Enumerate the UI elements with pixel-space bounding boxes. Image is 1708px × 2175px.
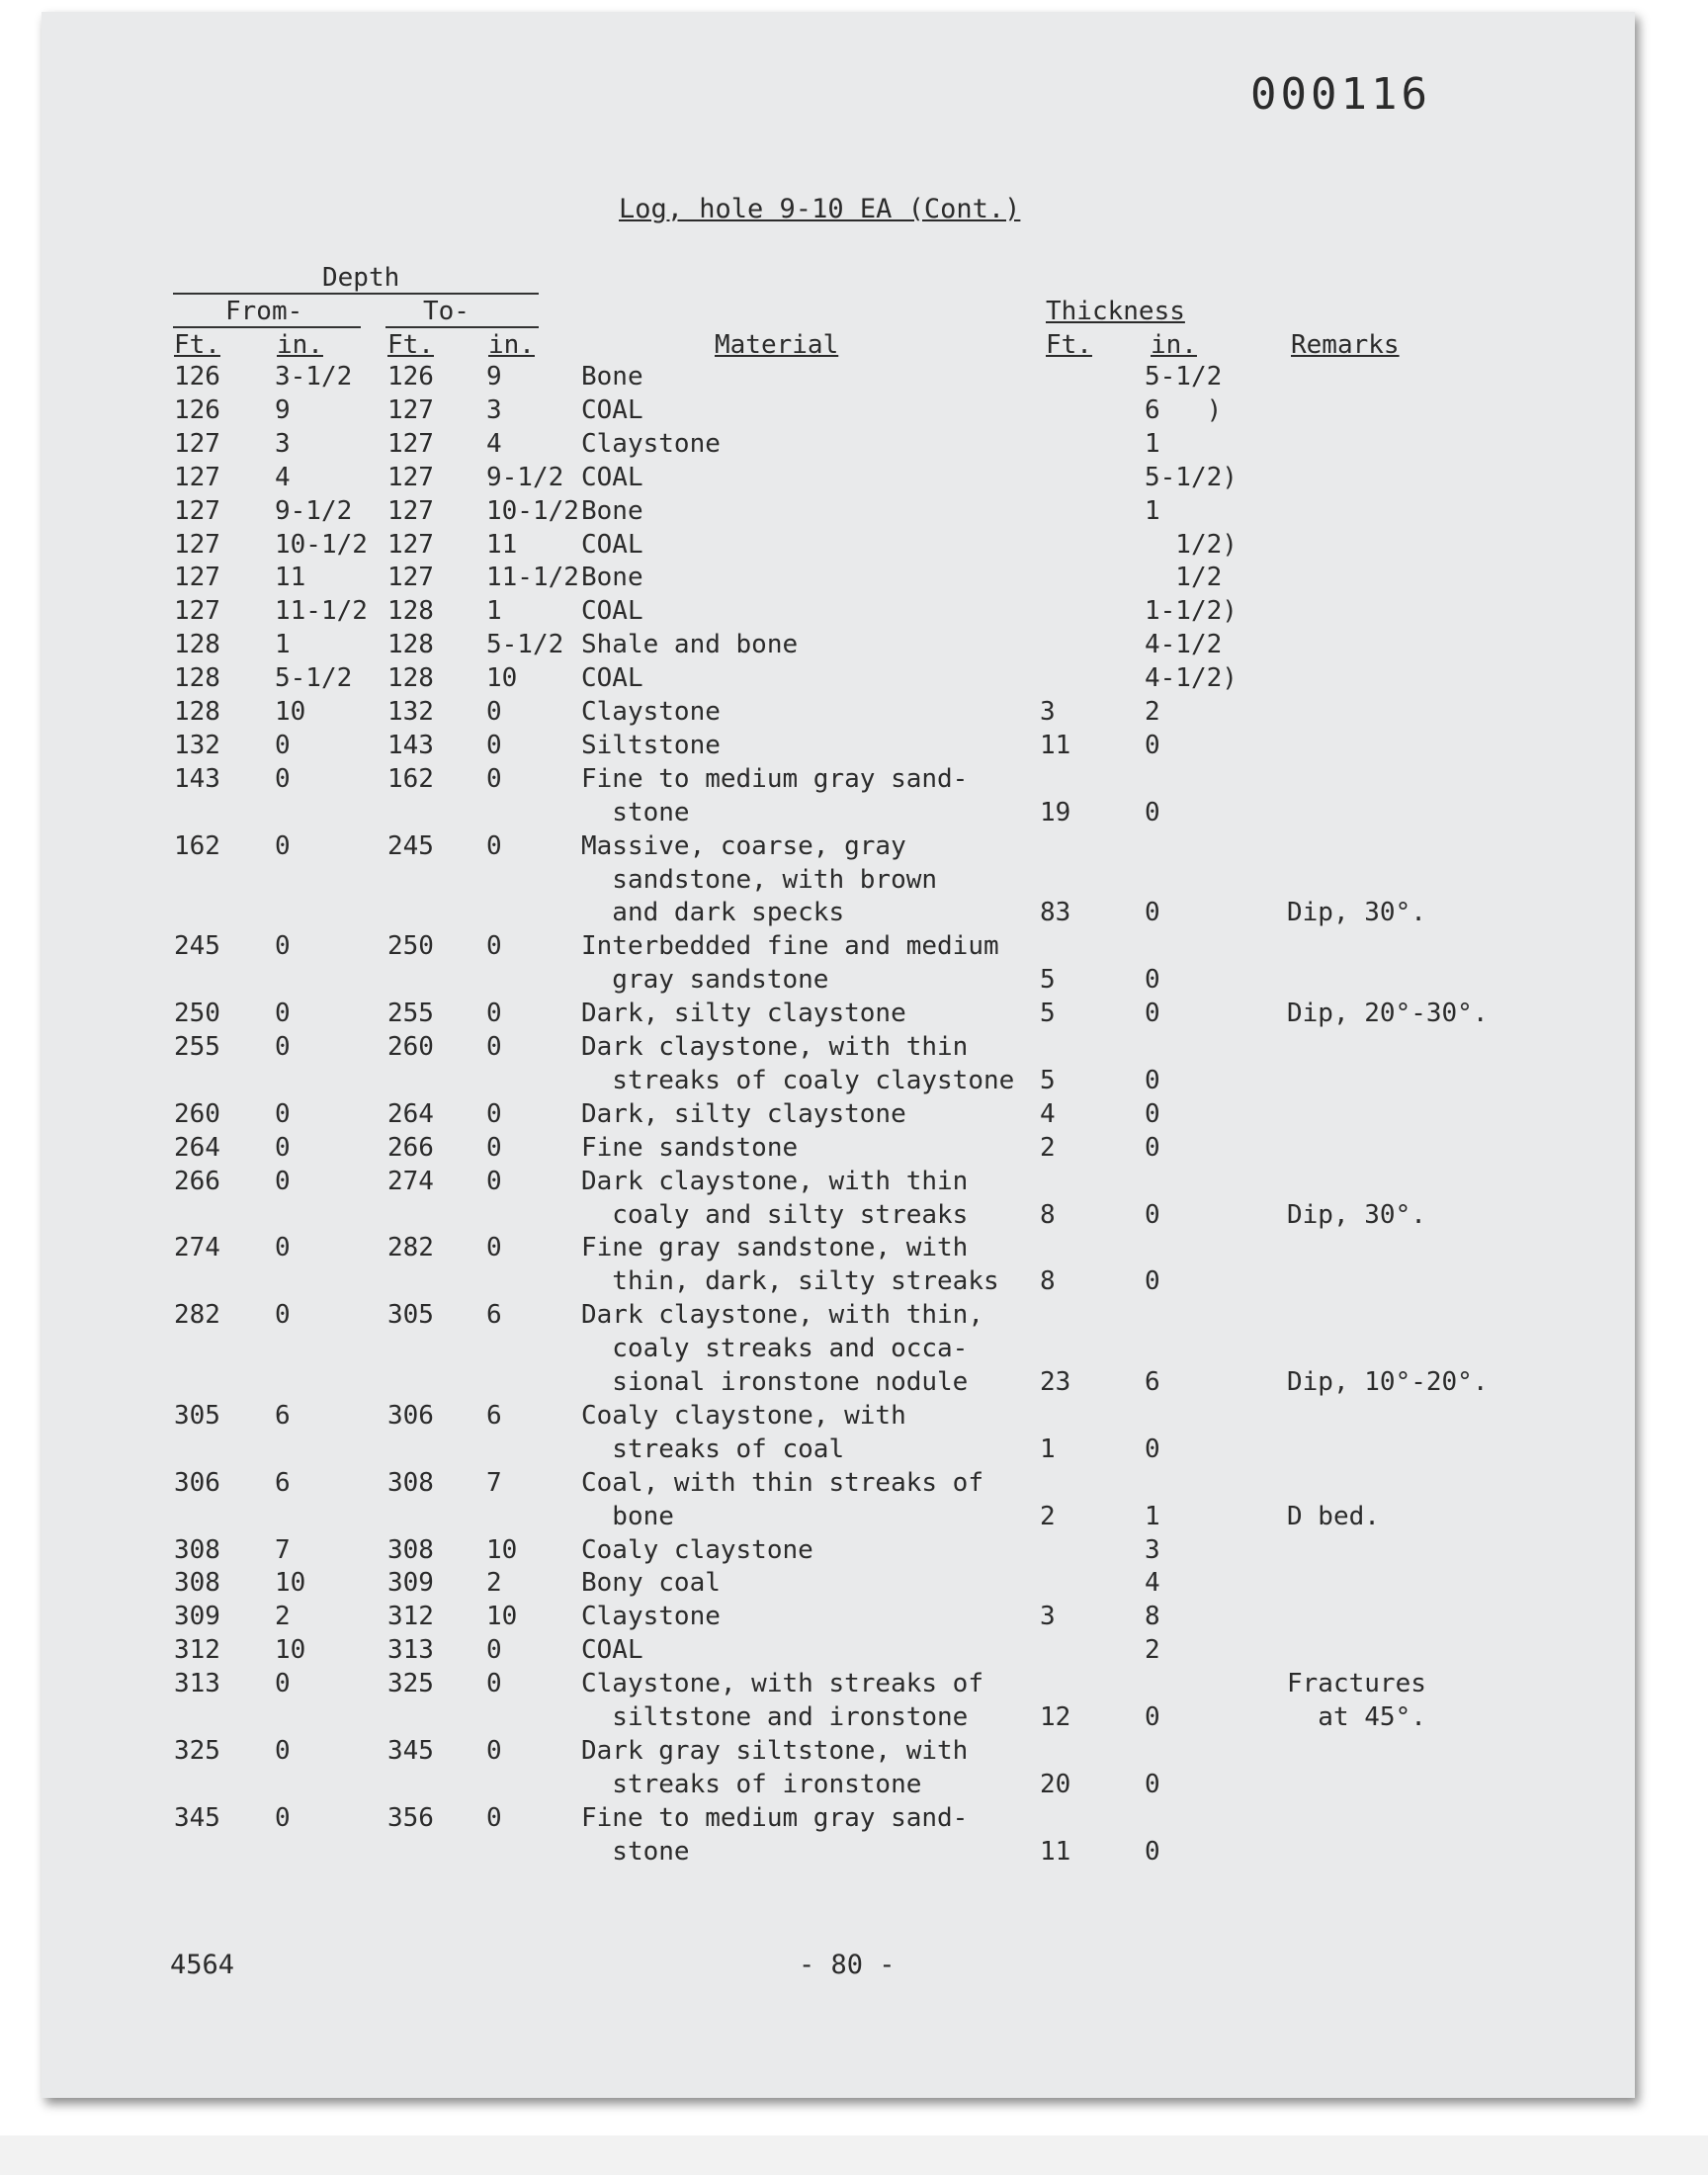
cell-material: bone — [581, 1501, 674, 1531]
cell-to-in: 0 — [486, 830, 502, 861]
header-depth: Depth — [322, 263, 400, 293]
cell-to-ft: 345 — [387, 1735, 434, 1766]
cell-from-ft: 313 — [174, 1669, 220, 1699]
cell-from-ft: 127 — [174, 495, 220, 526]
table-row — [0, 496, 1708, 530]
cell-thickness-ft: 2 — [1040, 1132, 1056, 1163]
cell-from-ft: 127 — [174, 563, 220, 593]
cell-material: sional ironstone nodule — [581, 1367, 969, 1397]
cell-to-ft: 127 — [387, 495, 434, 526]
cell-to-in: 10 — [486, 1534, 518, 1565]
table-row — [0, 1568, 1708, 1602]
cell-remarks: Dip, 20°-30°. — [1287, 999, 1489, 1029]
cell-to-in: 1 — [486, 596, 502, 627]
cell-thickness-ft: 20 — [1040, 1769, 1071, 1799]
cell-material: coaly and silty streaks — [581, 1199, 969, 1230]
cell-to-ft: 266 — [387, 1132, 434, 1163]
cell-material: stone — [581, 1836, 690, 1867]
cell-thickness-ft: 11 — [1040, 730, 1071, 760]
page-title: Log, hole 9-10 EA (Cont.) — [619, 194, 1021, 224]
cell-from-in: 3-1/2 — [275, 362, 353, 392]
cell-to-ft: 162 — [387, 763, 434, 794]
table-row — [0, 1032, 1708, 1066]
cell-from-in: 7 — [275, 1534, 291, 1565]
table-row — [0, 429, 1708, 463]
cell-remarks: Dip, 10°-20°. — [1287, 1367, 1489, 1397]
cell-thickness-in: 5-1/2 — [1145, 362, 1223, 392]
cell-to-in: 0 — [486, 730, 502, 760]
cell-thickness-in: 5-1/2) — [1145, 462, 1238, 492]
cell-material: Fine to medium gray sand- — [581, 763, 969, 794]
header-from-rule — [173, 326, 361, 328]
cell-to-in: 0 — [486, 1032, 502, 1062]
cell-material: thin, dark, silty streaks — [581, 1266, 999, 1297]
cell-thickness-ft: 3 — [1040, 1602, 1056, 1632]
cell-material: COAL — [581, 596, 643, 627]
header-from-ft: Ft. — [174, 330, 220, 360]
cell-material: COAL — [581, 394, 643, 425]
cell-to-ft: 274 — [387, 1166, 434, 1196]
cell-from-in: 0 — [275, 999, 291, 1029]
cell-from-ft: 308 — [174, 1534, 220, 1565]
cell-from-ft: 143 — [174, 763, 220, 794]
cell-material: Dark claystone, with thin — [581, 1032, 969, 1062]
cell-material: sandstone, with brown — [581, 864, 938, 895]
cell-from-ft: 127 — [174, 596, 220, 627]
table-row — [0, 1200, 1708, 1234]
cell-to-ft: 264 — [387, 1098, 434, 1129]
cell-to-in: 0 — [486, 1132, 502, 1163]
cell-to-in: 10-1/2 — [486, 495, 579, 526]
cell-material: streaks of coaly claystone — [581, 1065, 1015, 1095]
page-number: - 80 - — [799, 1950, 896, 1980]
cell-remarks: Dip, 30°. — [1287, 898, 1426, 928]
header-from: From- — [225, 297, 303, 326]
table-row — [0, 764, 1708, 798]
cell-from-ft: 126 — [174, 362, 220, 392]
cell-from-in: 0 — [275, 830, 291, 861]
table-row — [0, 1133, 1708, 1167]
cell-to-ft: 128 — [387, 663, 434, 694]
table-row — [0, 999, 1708, 1032]
cell-to-in: 0 — [486, 1233, 502, 1263]
cell-material: Shale and bone — [581, 630, 799, 660]
cell-from-in: 0 — [275, 1735, 291, 1766]
cell-thickness-ft: 4 — [1040, 1098, 1056, 1129]
cell-thickness-in: 0 — [1145, 898, 1160, 928]
cell-thickness-in: 0 — [1145, 797, 1160, 827]
cell-to-in: 4 — [486, 428, 502, 459]
cell-to-ft: 306 — [387, 1400, 434, 1431]
table-row — [0, 1300, 1708, 1334]
cell-thickness-ft: 1 — [1040, 1434, 1056, 1464]
cell-material: COAL — [581, 529, 643, 560]
cell-thickness-ft: 83 — [1040, 898, 1071, 928]
cell-to-ft: 255 — [387, 999, 434, 1029]
cell-material: Dark claystone, with thin, — [581, 1300, 983, 1331]
cell-from-ft: 309 — [174, 1602, 220, 1632]
cell-to-in: 5-1/2 — [486, 630, 564, 660]
cell-from-ft: 306 — [174, 1467, 220, 1498]
cell-from-in: 0 — [275, 1300, 291, 1331]
cell-to-ft: 313 — [387, 1635, 434, 1666]
cell-material: Coal, with thin streaks of — [581, 1467, 983, 1498]
cell-to-ft: 143 — [387, 730, 434, 760]
cell-from-ft: 282 — [174, 1300, 220, 1331]
cell-thickness-in: 0 — [1145, 1199, 1160, 1230]
cell-from-in: 10-1/2 — [275, 529, 368, 560]
cell-to-ft: 356 — [387, 1802, 434, 1833]
table-row — [0, 1770, 1708, 1803]
cell-thickness-in: 2 — [1145, 697, 1160, 727]
cell-material: Dark, silty claystone — [581, 1098, 906, 1129]
header-thk-in: in. — [1151, 330, 1197, 360]
cell-to-in: 11 — [486, 529, 518, 560]
cell-to-ft: 127 — [387, 563, 434, 593]
cell-material: Fine gray sandstone, with — [581, 1233, 969, 1263]
cell-remarks: Dip, 30°. — [1287, 1199, 1426, 1230]
table-row — [0, 1401, 1708, 1435]
cell-to-ft: 127 — [387, 462, 434, 492]
cell-material: Dark gray siltstone, with — [581, 1735, 969, 1766]
cell-thickness-in: 6 ) — [1145, 394, 1223, 425]
cell-to-ft: 128 — [387, 630, 434, 660]
cell-from-ft: 305 — [174, 1400, 220, 1431]
cell-from-ft: 128 — [174, 697, 220, 727]
cell-to-ft: 260 — [387, 1032, 434, 1062]
cell-remarks: at 45°. — [1287, 1702, 1426, 1732]
cell-material: streaks of coal — [581, 1434, 845, 1464]
table-row — [0, 865, 1708, 899]
cell-thickness-in: 4-1/2 — [1145, 630, 1223, 660]
cell-thickness-in: 0 — [1145, 1132, 1160, 1163]
cell-material: Massive, coarse, gray — [581, 830, 906, 861]
table-row — [0, 831, 1708, 865]
cell-to-ft: 308 — [387, 1467, 434, 1498]
cell-material: Claystone — [581, 428, 721, 459]
cell-from-ft: 128 — [174, 663, 220, 694]
table-row — [0, 463, 1708, 496]
cell-thickness-ft: 11 — [1040, 1836, 1071, 1867]
cell-to-in: 6 — [486, 1300, 502, 1331]
cell-from-ft: 266 — [174, 1166, 220, 1196]
cell-thickness-in: 0 — [1145, 1769, 1160, 1799]
cell-material: Bone — [581, 362, 643, 392]
cell-from-in: 0 — [275, 931, 291, 962]
cell-to-ft: 127 — [387, 529, 434, 560]
cell-material: Fine sandstone — [581, 1132, 799, 1163]
header-from-in: in. — [277, 330, 323, 360]
cell-thickness-in: 0 — [1145, 999, 1160, 1029]
cell-from-in: 6 — [275, 1400, 291, 1431]
header-remarks: Remarks — [1291, 330, 1400, 360]
cell-from-ft: 274 — [174, 1233, 220, 1263]
table-row — [0, 1803, 1708, 1837]
cell-thickness-ft: 3 — [1040, 697, 1056, 727]
table-row — [0, 798, 1708, 831]
cell-from-ft: 250 — [174, 999, 220, 1029]
table-row — [0, 1702, 1708, 1736]
cell-from-ft: 126 — [174, 394, 220, 425]
table-row — [0, 697, 1708, 731]
cell-from-ft: 312 — [174, 1635, 220, 1666]
table-row — [0, 1367, 1708, 1401]
cell-from-ft: 260 — [174, 1098, 220, 1129]
cell-to-ft: 305 — [387, 1300, 434, 1331]
cell-from-in: 9 — [275, 394, 291, 425]
cell-to-in: 0 — [486, 931, 502, 962]
cell-material: Bony coal — [581, 1568, 721, 1599]
cell-from-ft: 132 — [174, 730, 220, 760]
cell-to-ft: 308 — [387, 1534, 434, 1565]
cell-thickness-in: 0 — [1145, 1702, 1160, 1732]
cell-thickness-ft: 8 — [1040, 1199, 1056, 1230]
cell-thickness-ft: 8 — [1040, 1266, 1056, 1297]
cell-to-in: 6 — [486, 1400, 502, 1431]
scan-bottom-strip — [0, 2135, 1708, 2175]
cell-from-ft: 127 — [174, 428, 220, 459]
cell-to-ft: 325 — [387, 1669, 434, 1699]
cell-material: Dark claystone, with thin — [581, 1166, 969, 1196]
cell-material: Interbedded fine and medium — [581, 931, 999, 962]
table-row — [0, 1535, 1708, 1569]
cell-thickness-in: 0 — [1145, 1836, 1160, 1867]
cell-remarks: D bed. — [1287, 1501, 1380, 1531]
cell-material: Claystone, with streaks of — [581, 1669, 983, 1699]
cell-from-in: 4 — [275, 462, 291, 492]
cell-to-ft: 132 — [387, 697, 434, 727]
cell-from-ft: 127 — [174, 462, 220, 492]
cell-thickness-in: 1 — [1145, 428, 1160, 459]
cell-from-in: 1 — [275, 630, 291, 660]
cell-from-ft: 127 — [174, 529, 220, 560]
cell-material: Fine to medium gray sand- — [581, 1802, 969, 1833]
header-thickness: Thickness — [1046, 297, 1185, 326]
table-row — [0, 1635, 1708, 1669]
cell-to-ft: 127 — [387, 394, 434, 425]
table-row — [0, 1167, 1708, 1200]
cell-thickness-in: 1-1/2) — [1145, 596, 1238, 627]
cell-thickness-ft: 23 — [1040, 1367, 1071, 1397]
cell-to-ft: 250 — [387, 931, 434, 962]
header-to-rule — [385, 326, 539, 328]
header-to-in: in. — [488, 330, 535, 360]
cell-from-in: 0 — [275, 1098, 291, 1129]
table-row — [0, 965, 1708, 999]
cell-to-ft: 309 — [387, 1568, 434, 1599]
cell-thickness-in: 1 — [1145, 1501, 1160, 1531]
header-to-ft: Ft. — [387, 330, 434, 360]
cell-from-in: 0 — [275, 1233, 291, 1263]
cell-remarks: Fractures — [1287, 1669, 1426, 1699]
cell-material: and dark specks — [581, 898, 845, 928]
cell-from-ft: 325 — [174, 1735, 220, 1766]
cell-to-in: 0 — [486, 697, 502, 727]
cell-material: Coaly claystone — [581, 1534, 813, 1565]
cell-to-in: 10 — [486, 1602, 518, 1632]
cell-thickness-ft: 5 — [1040, 1065, 1056, 1095]
table-row — [0, 530, 1708, 564]
cell-from-in: 2 — [275, 1602, 291, 1632]
table-row — [0, 1669, 1708, 1702]
cell-material: gray sandstone — [581, 965, 829, 996]
table-row — [0, 1099, 1708, 1133]
cell-to-ft: 128 — [387, 596, 434, 627]
table-row — [0, 1435, 1708, 1468]
table-row — [0, 1233, 1708, 1266]
cell-from-ft: 264 — [174, 1132, 220, 1163]
table-row — [0, 362, 1708, 395]
cell-from-in: 0 — [275, 1669, 291, 1699]
table-row — [0, 931, 1708, 965]
cell-material: Bone — [581, 563, 643, 593]
cell-to-in: 0 — [486, 1669, 502, 1699]
cell-material: COAL — [581, 462, 643, 492]
cell-from-in: 5-1/2 — [275, 663, 353, 694]
cell-thickness-in: 8 — [1145, 1602, 1160, 1632]
cell-to-in: 10 — [486, 663, 518, 694]
cell-from-in: 0 — [275, 1166, 291, 1196]
cell-thickness-in: 1/2) — [1145, 529, 1238, 560]
cell-to-in: 9 — [486, 362, 502, 392]
cell-to-ft: 127 — [387, 428, 434, 459]
cell-thickness-in: 2 — [1145, 1635, 1160, 1666]
cell-material: siltstone and ironstone — [581, 1702, 969, 1732]
cell-material: Dark, silty claystone — [581, 999, 906, 1029]
cell-thickness-in: 0 — [1145, 1434, 1160, 1464]
cell-to-ft: 126 — [387, 362, 434, 392]
cell-from-in: 10 — [275, 1635, 306, 1666]
table-row — [0, 395, 1708, 429]
cell-from-ft: 308 — [174, 1568, 220, 1599]
cell-thickness-in: 0 — [1145, 965, 1160, 996]
header-material: Material — [715, 330, 839, 360]
cell-from-in: 10 — [275, 1568, 306, 1599]
cell-to-in: 0 — [486, 1098, 502, 1129]
document-number: 000116 — [1250, 69, 1431, 120]
cell-to-in: 11-1/2 — [486, 563, 579, 593]
cell-thickness-in: 0 — [1145, 730, 1160, 760]
table-row — [0, 663, 1708, 697]
cell-from-in: 6 — [275, 1467, 291, 1498]
cell-thickness-in: 0 — [1145, 1065, 1160, 1095]
table-row — [0, 1468, 1708, 1502]
table-row — [0, 563, 1708, 596]
cell-thickness-in: 1 — [1145, 495, 1160, 526]
table-row — [0, 596, 1708, 630]
cell-to-in: 7 — [486, 1467, 502, 1498]
table-row — [0, 1266, 1708, 1300]
cell-thickness-in: 0 — [1145, 1266, 1160, 1297]
cell-material: Claystone — [581, 1602, 721, 1632]
cell-thickness-in: 6 — [1145, 1367, 1160, 1397]
cell-from-ft: 245 — [174, 931, 220, 962]
cell-from-in: 11 — [275, 563, 306, 593]
cell-material: streaks of ironstone — [581, 1769, 922, 1799]
cell-from-ft: 345 — [174, 1802, 220, 1833]
cell-to-in: 2 — [486, 1568, 502, 1599]
cell-material: stone — [581, 797, 690, 827]
cell-to-ft: 312 — [387, 1602, 434, 1632]
cell-thickness-ft: 2 — [1040, 1501, 1056, 1531]
cell-thickness-ft: 19 — [1040, 797, 1071, 827]
cell-from-in: 0 — [275, 1802, 291, 1833]
cell-from-in: 0 — [275, 763, 291, 794]
cell-to-in: 0 — [486, 1802, 502, 1833]
table-row — [0, 630, 1708, 663]
cell-from-in: 0 — [275, 730, 291, 760]
cell-from-ft: 255 — [174, 1032, 220, 1062]
cell-thickness-in: 0 — [1145, 1098, 1160, 1129]
cell-to-ft: 245 — [387, 830, 434, 861]
cell-to-in: 0 — [486, 1166, 502, 1196]
cell-to-in: 3 — [486, 394, 502, 425]
cell-from-ft: 128 — [174, 630, 220, 660]
cell-thickness-in: 3 — [1145, 1534, 1160, 1565]
cell-from-in: 0 — [275, 1132, 291, 1163]
table-row — [0, 1837, 1708, 1870]
table-row — [0, 1602, 1708, 1635]
table-row — [0, 898, 1708, 931]
cell-thickness-ft: 5 — [1040, 965, 1056, 996]
cell-to-in: 0 — [486, 1635, 502, 1666]
cell-material: COAL — [581, 663, 643, 694]
cell-thickness-ft: 5 — [1040, 999, 1056, 1029]
cell-from-ft: 162 — [174, 830, 220, 861]
cell-material: Bone — [581, 495, 643, 526]
cell-material: Coaly claystone, with — [581, 1400, 906, 1431]
cell-from-in: 11-1/2 — [275, 596, 368, 627]
cell-to-in: 0 — [486, 763, 502, 794]
header-to: To- — [423, 297, 470, 326]
cell-to-in: 0 — [486, 999, 502, 1029]
cell-to-ft: 282 — [387, 1233, 434, 1263]
cell-material: coaly streaks and occa- — [581, 1334, 969, 1364]
cell-thickness-in: 4 — [1145, 1568, 1160, 1599]
cell-material: Siltstone — [581, 730, 721, 760]
table-row — [0, 1736, 1708, 1770]
cell-to-in: 0 — [486, 1735, 502, 1766]
header-depth-rule — [173, 293, 539, 295]
footer-doc-id: 4564 — [170, 1950, 235, 1980]
table-row — [0, 1334, 1708, 1367]
cell-thickness-in: 4-1/2) — [1145, 663, 1238, 694]
table-row — [0, 1066, 1708, 1099]
cell-material: Claystone — [581, 697, 721, 727]
cell-thickness-in: 1/2 — [1145, 563, 1223, 593]
cell-from-in: 9-1/2 — [275, 495, 353, 526]
cell-to-in: 9-1/2 — [486, 462, 564, 492]
header-thk-ft: Ft. — [1046, 330, 1092, 360]
table-row — [0, 731, 1708, 764]
cell-material: COAL — [581, 1635, 643, 1666]
cell-from-in: 10 — [275, 697, 306, 727]
cell-from-in: 0 — [275, 1032, 291, 1062]
cell-thickness-ft: 12 — [1040, 1702, 1071, 1732]
table-row — [0, 1502, 1708, 1535]
cell-from-in: 3 — [275, 428, 291, 459]
